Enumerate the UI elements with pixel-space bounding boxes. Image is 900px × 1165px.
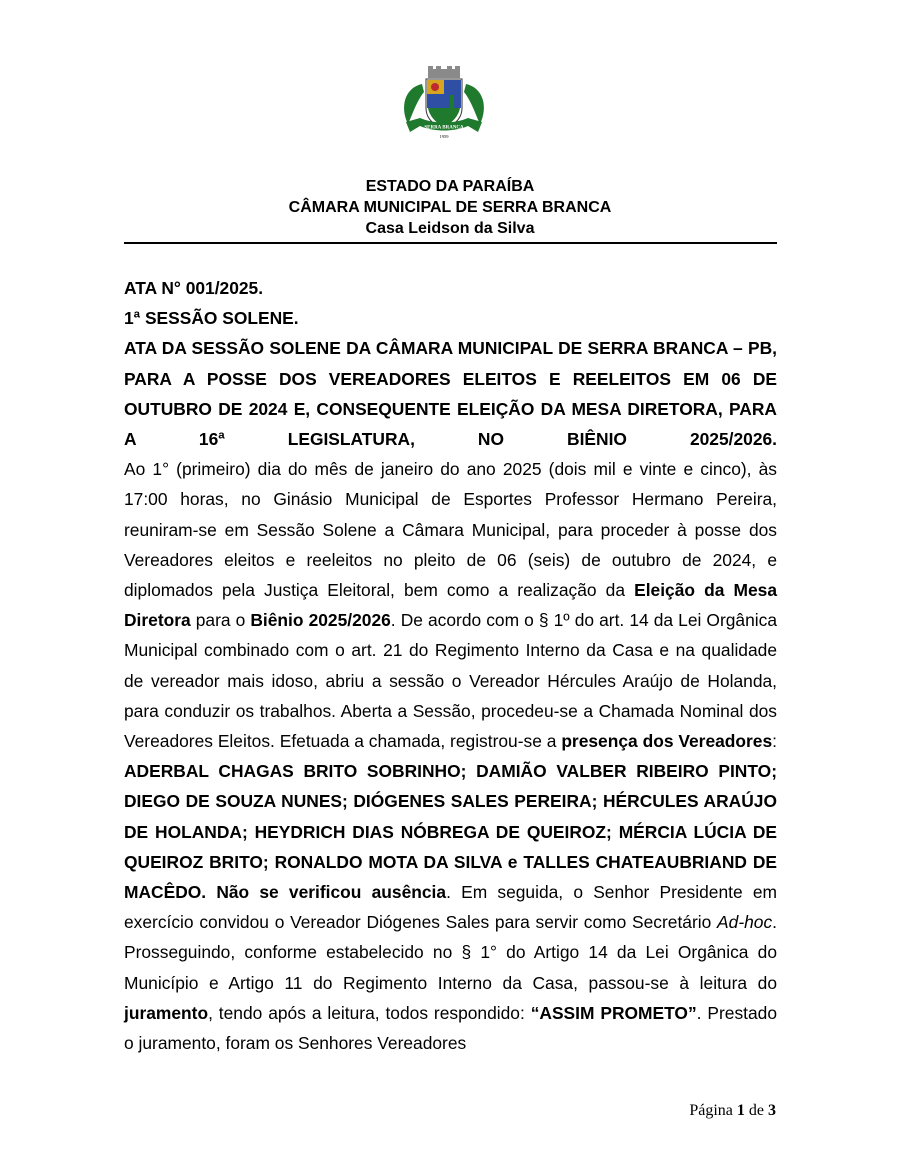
body-bold-bienio: Biênio 2025/2026 xyxy=(250,610,391,631)
body-bold-vereadores-list: ADERBAL CHAGAS BRITO SOBRINHO; DAMIÃO VALBER RIBEIRO PINTO; DIEGO DE SOUZA NUNES; DIÓGENES SALES PEREIRA; HÉRCULES ARAÚJO DE HOLANDA; HEYDRICH DIAS NÓBREGA DE QUEIROZ; MÉRCIA LÚCIA DE QUEIROZ BRITO; RONALDO MOTA DA SILVA e TALLES CHATEAUBRIAND DE MACÊDO. Não se verificou ausência xyxy=(124,761,777,903)
coat-of-arms-image xyxy=(398,66,490,140)
body-bold-assim-prometo: “ASSIM PROMETO” xyxy=(530,1002,697,1023)
body-bold-presenca: presença dos Vereadores xyxy=(561,731,773,752)
page-label: Página xyxy=(689,1102,733,1119)
body-bold-juramento: juramento xyxy=(124,1002,209,1023)
body-text: : xyxy=(772,731,777,752)
document-header xyxy=(124,176,776,239)
header-divider xyxy=(124,242,777,244)
page-of: de xyxy=(748,1102,764,1119)
ata-title: ATA DA SESSÃO SOLENE DA CÂMARA MUNICIPAL DE SERRA BRANCA – PB, PARA A POSSE DOS VEREADORES ELEITOS E REELEITOS EM 06 DE OUTUBRO DE 2024 E, CONSEQUENTE ELEIÇÃO DA MESA DIRETORA, PARA A 16ª LEGISLATURA, NO BIÊNIO 2025/2026. xyxy=(124,338,777,450)
body-text: . De acordo com o § 1º do art. 14 da Lei Orgânica Municipal combinado com o art. 21 do Regimento Interno da Casa e na qualidade de vereador mais idoso, abriu a sessão o Vereador Hércules Araújo de Holanda, para conduzir os trabalhos. Aberta a Sessão, procedeu-se a Chamada Nominal dos Vereadores Eleitos. Efetuada a chamada, registrou-se a xyxy=(124,610,777,752)
page-current: 1 xyxy=(736,1102,745,1119)
crest-year: 1959 xyxy=(439,134,449,139)
session-title: 1ª SESSÃO SOLENE. xyxy=(124,308,299,329)
crest-ribbon-text: SERRA BRANCA xyxy=(424,125,464,131)
body-text: . Em seguida, o Senhor Presidente em exercício convidou o Vereador Diógenes Sales para servir como Secretário xyxy=(124,882,777,933)
page-total: 3 xyxy=(768,1102,776,1119)
header-house: Casa Leidson da Silva xyxy=(365,220,535,237)
body-bold-eleicao: Eleição da Mesa Diretora xyxy=(124,580,777,631)
header-state: ESTADO DA PARAÍBA xyxy=(365,178,535,195)
body-text: para o xyxy=(190,610,251,631)
body-text: , tendo após a leitura, todos respondido: xyxy=(208,1002,531,1023)
body-italic-adhoc: Ad-hoc xyxy=(717,912,773,933)
body-paragraph xyxy=(124,454,777,1058)
page-number xyxy=(689,1102,776,1120)
body-text: . Prosseguindo, conforme estabelecido no § 1° do Artigo 14 da Lei Orgânica do Município e Artigo 11 do Regimento Interno da Casa, passou-se à leitura do xyxy=(124,912,777,993)
document-body xyxy=(124,273,777,1058)
body-text: . Prestado o juramento, foram os Senhores Vereadores xyxy=(124,1002,777,1054)
body-text: Ao 1° (primeiro) dia do mês de janeiro do ano 2025 (dois mil e vinte e cinco), às 17:00 horas, no Ginásio Municipal de Esportes Professor Hermano Pereira, reuniram-se em Sessão Solene a Câmara Municipal, para proceder à posse dos Vereadores eleitos e reeleitos no pleito de 06 (seis) de outubro de 2024, e diplomados pela Justiça Eleitoral, bem como a realização da xyxy=(124,459,777,601)
header-chamber: CÂMARA MUNICIPAL DE SERRA BRANCA xyxy=(288,199,612,216)
ata-number: ATA N° 001/2025. xyxy=(124,278,264,298)
